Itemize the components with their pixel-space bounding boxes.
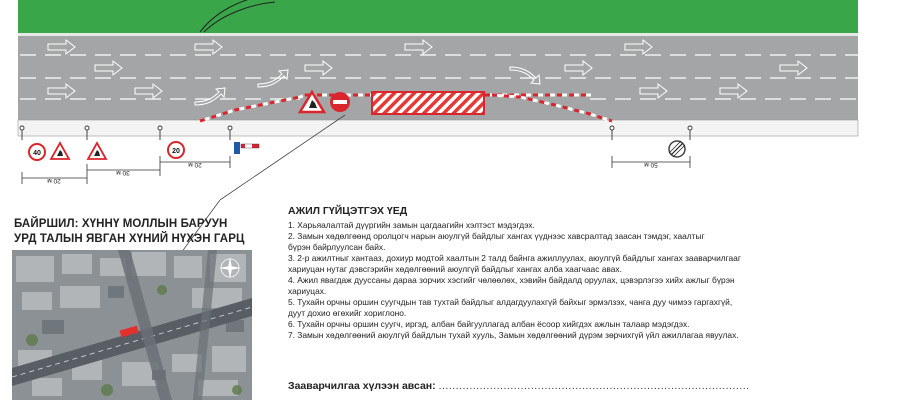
speed-limit-40-label: 40 — [33, 150, 41, 157]
instruction-line: 6. Тухайн орчны оршин суугч, иргэд, албан байгууллагад албан ёсоор хийгдэх ажлын талаар мэдэгдэх. — [288, 319, 690, 329]
sidewalk — [18, 120, 858, 136]
road-works-warning-icon — [88, 143, 106, 159]
instruction-line: 3. 2-р ажилтныг хантааз, дохиур модтой хаалтын 2 талд байнга ажиллуулах, аюулгүй байдлыг хангах зааварчилгааг — [288, 253, 741, 263]
no-entry-icon — [330, 92, 350, 112]
instruction-line: 7. Замын хөдөлгөөний аюулгүй байдлын тухай хууль, Замын хөдөлгөөний дүрэм зөрчихгүй үйл ажиллагаа явуулах. — [288, 330, 739, 340]
location-line-1: БАЙРШИЛ: ХҮННҮ МОЛЛЫН БАРУУН — [14, 218, 228, 230]
road-diagram — [0, 0, 900, 200]
instruction-line: бүрэн байрлуулсан байх. — [288, 242, 386, 252]
satellite-map — [12, 250, 252, 400]
instruction-line: хариуцах. — [288, 286, 327, 296]
work-zone — [372, 92, 484, 114]
instruction-line: дуут дохио өгөхийг хориглоно. — [288, 308, 407, 318]
location-line-2: УРД ТАЛЫН ЯВГАН ХҮНИЙ НҮХЭН ГАРЦ — [14, 233, 245, 245]
signoff-signature-field[interactable]: ........................................................................................... — [438, 380, 750, 392]
curb-top — [18, 33, 858, 36]
instructions-list — [288, 220, 888, 341]
instructions-title: АЖИЛ ГҮЙЦЭТГЭХ ҮЕД — [288, 205, 408, 217]
instruction-line: 2. Замын хөдөлгөөнд оролцогч нарын аюулгүй байдлыг хангах үүднээс хавсралтад заасан тэмдэг, хаалтыг — [288, 231, 705, 241]
speed-limit-20-icon — [168, 142, 184, 158]
signoff-line — [288, 380, 750, 392]
dim-label-30m: 30 м — [116, 169, 130, 176]
dim-label-20m: 20 м — [47, 177, 61, 184]
dim-label-20m-b: 20 м — [188, 161, 202, 168]
instructions-block — [288, 205, 888, 341]
map-graphic — [12, 250, 252, 400]
road-works-warning-icon — [51, 143, 69, 159]
instruction-line: 5. Тухайн орчны оршин суугчдын тав тухтай байдлыг алдагдуулахгүй байхыг эрмэлзэх, чанга дуу чимээ гаргахгүй, — [288, 297, 733, 307]
end-restriction-icon — [669, 141, 685, 157]
speed-limit-40-icon — [29, 144, 45, 160]
signoff-label: Зааварчилгаа хүлээн авсан: — [288, 380, 436, 392]
location-title — [14, 217, 254, 247]
instruction-line: 4. Ажил явагдаж дууссаны дараа зорчих хэсгийг чөлөөлөх, хэвийн байдалд оруулах, цэвэрлэгээ хийх ажлыг бүрэн — [288, 275, 735, 285]
speed-limit-20-label: 20 — [172, 148, 180, 155]
grass-strip — [18, 0, 858, 33]
barrier-sign-icon — [234, 142, 259, 154]
instruction-line: хариуцан нутаг дэвсгэрийн хөдөлгөөний аюулгүй байдлыг хангах алба хаагчаас авах. — [288, 264, 622, 274]
instruction-line: 1. Харьяалалтай дүүргийн замын цагдаагийн хэлтэст мэдэгдэх. — [288, 220, 535, 230]
dim-label-50m: 50 м — [644, 161, 658, 168]
